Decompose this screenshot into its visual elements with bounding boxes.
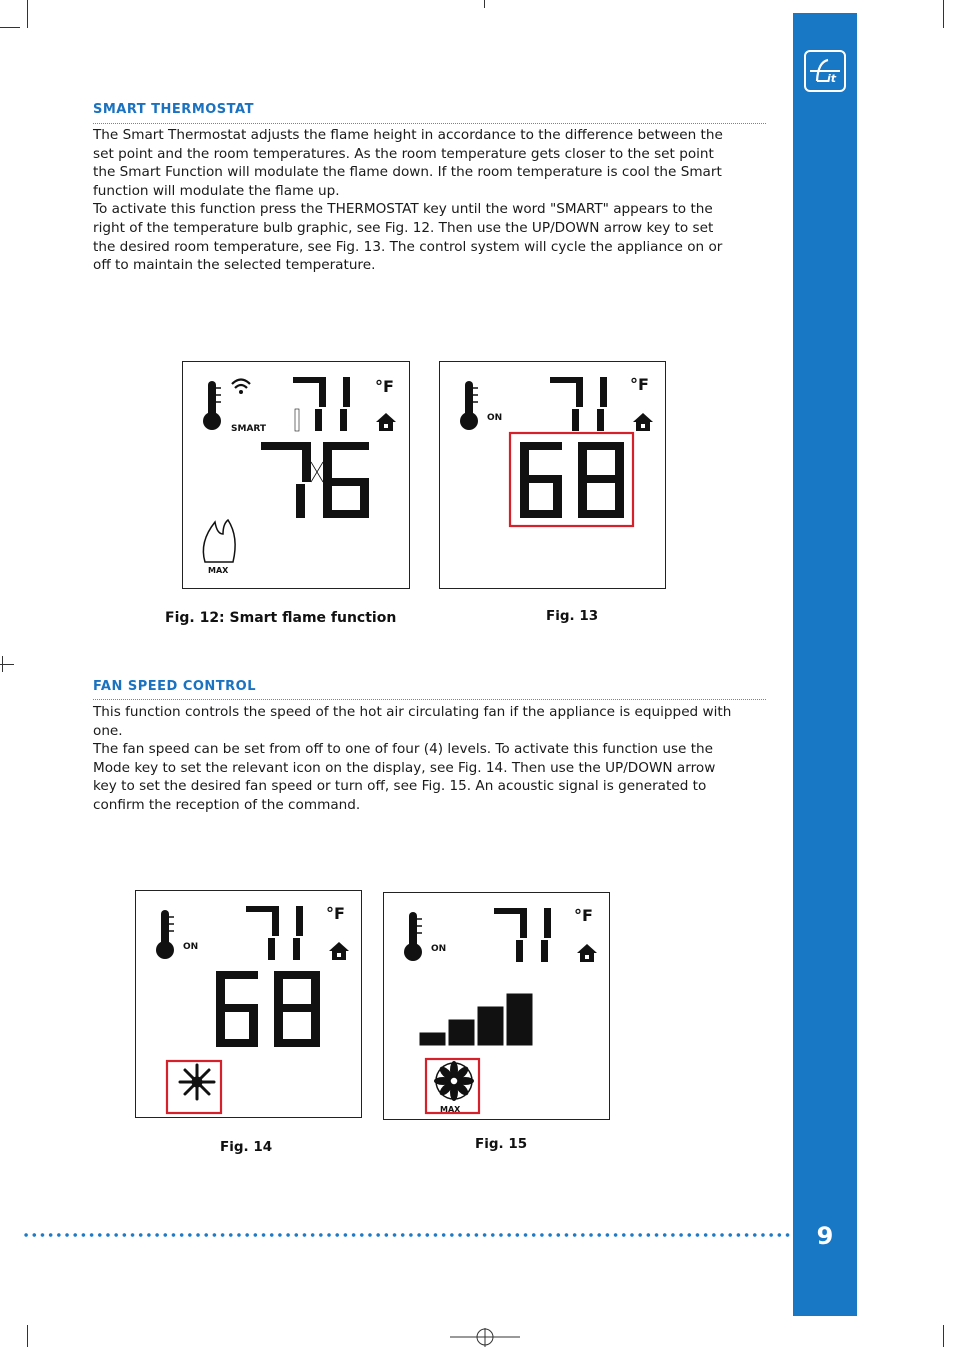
- crop-mark: [943, 1325, 944, 1347]
- paragraph: The fan speed can be set from off to one of four (4) levels. To activate this function use the Mode key to set the relevant icon on the display, see Fig. 14. Then use the UP/DOWN arrow key to set the desired fan speed or turn off, see Fig. 15. An acoustic signal is generated to confirm the reception of the command.: [93, 741, 716, 813]
- lcd-display-fig14: [135, 890, 362, 1118]
- paragraph: The Smart Thermostat adjusts the flame height in accordance to the difference between the set point and the room temperatures. As the room temperature gets closer to the set point the Smart Function will modulate the flame down. If the room temperature is cool the Smart function will modulate the flame up.: [93, 127, 723, 199]
- lcd-display-fig13: [439, 361, 666, 589]
- crop-mark: [943, 0, 944, 28]
- mode-label: ON: [487, 413, 503, 423]
- fan-speed-bars: [420, 994, 532, 1045]
- fan-speed-bar: [420, 1033, 445, 1045]
- lower-digits: [216, 971, 320, 1047]
- lower-digits: [261, 442, 369, 518]
- thermometer-icon: [156, 910, 174, 959]
- section-body-smart: [93, 126, 733, 275]
- figure-caption-14: Fig. 14: [220, 1139, 273, 1155]
- section-heading-fan: FAN SPEED CONTROL: [93, 679, 257, 694]
- lcd-graphics: [440, 362, 665, 588]
- thermometer-icon: [203, 381, 221, 430]
- upper-digits: [550, 377, 607, 431]
- section-rule: [93, 699, 766, 700]
- crop-mark: [2, 656, 3, 672]
- thermometer-icon: [404, 912, 422, 961]
- figure-caption-15: Fig. 15: [475, 1136, 528, 1152]
- crop-mark: [27, 0, 28, 28]
- logo-icon: [806, 52, 844, 90]
- unit-label: °F: [326, 904, 345, 923]
- fan-icon: [434, 1061, 474, 1101]
- registration-mark: [450, 1328, 520, 1347]
- lower-digits: [520, 442, 624, 518]
- flame-label: MAX: [208, 566, 229, 575]
- fan-speed-bar: [449, 1020, 474, 1045]
- fan-speed-bar: [478, 1007, 503, 1045]
- home-icon: [376, 413, 396, 431]
- unit-label: °F: [630, 375, 649, 394]
- wifi-icon: [232, 380, 250, 395]
- fan-label: MAX: [440, 1105, 461, 1114]
- crop-mark: [484, 0, 485, 8]
- section-body-fan: [93, 703, 733, 815]
- figure-caption-13: Fig. 13: [546, 608, 599, 624]
- fan-icon: [180, 1065, 214, 1099]
- crop-mark: [27, 1325, 28, 1347]
- svg-text:it: it: [827, 72, 837, 85]
- home-icon: [577, 944, 597, 962]
- unit-label: °F: [375, 377, 394, 396]
- fan-speed-bar: [507, 994, 532, 1045]
- crop-mark: [0, 27, 20, 28]
- mode-label: ON: [183, 942, 199, 952]
- thermometer-icon: [460, 381, 478, 430]
- upper-digits: [246, 906, 303, 960]
- lcd-display-fig15: [383, 892, 610, 1120]
- home-icon: [633, 413, 653, 431]
- mode-label: ON: [431, 944, 447, 954]
- home-icon: [329, 942, 349, 960]
- sidebar-band: [793, 13, 857, 1316]
- mode-label: SMART: [231, 424, 267, 434]
- flame-icon: [203, 520, 235, 562]
- figure-caption-12: Fig. 12: Smart flame function: [165, 610, 397, 626]
- footer-dotted-rule: [22, 1231, 792, 1239]
- upper-digits: [293, 377, 350, 431]
- section-heading-smart: SMART THERMOSTAT: [93, 102, 254, 117]
- section-rule: [93, 123, 766, 124]
- paragraph: To activate this function press the THERMOSTAT key until the word "SMART" appears to the right of the temperature bulb graphic, see Fig. 12. Then use the UP/DOWN arrow key to set the desired room temperature, see Fig. 13. The control system will cycle the appliance on or off to maintain the selected temperature.: [93, 201, 723, 274]
- upper-digits: [494, 908, 551, 962]
- lcd-display-fig12: [182, 361, 410, 589]
- brand-logo: [804, 50, 846, 92]
- paragraph: This function controls the speed of the hot air circulating fan if the appliance is equipped with one.: [93, 704, 732, 739]
- lcd-graphics: [183, 362, 409, 588]
- lcd-graphics: [136, 891, 361, 1117]
- lcd-graphics: [384, 893, 609, 1119]
- page-number: 9: [816, 1222, 834, 1250]
- unit-label: °F: [574, 906, 593, 925]
